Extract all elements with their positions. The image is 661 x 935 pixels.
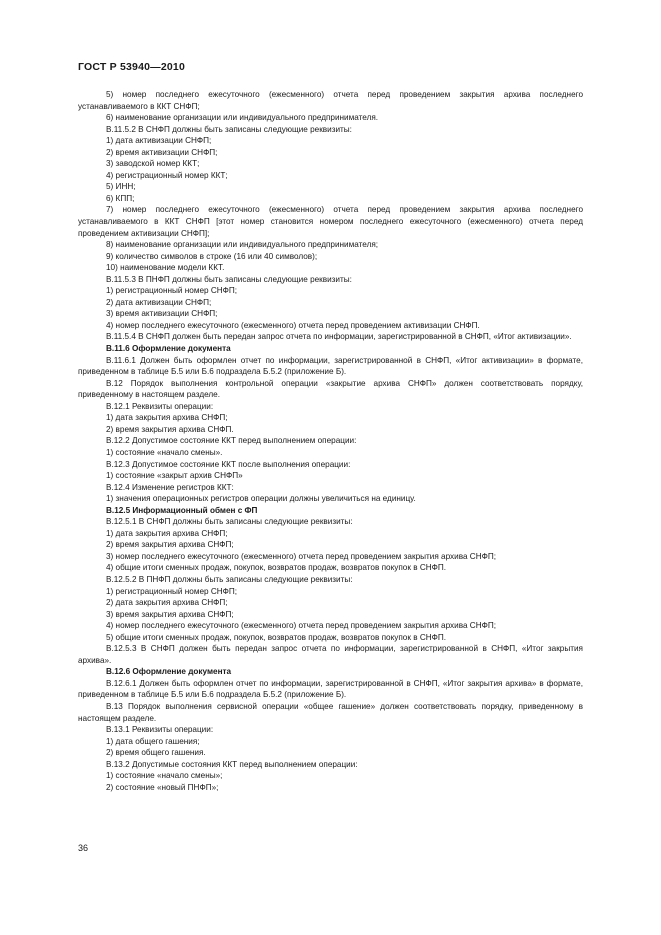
paragraph: В.12 Порядок выполнения контрольной операции «закрытие архива СНФП» должен соответствовать порядку, приведенному в настоящем разделе. [78, 378, 583, 400]
paragraph: В.12.6.1 Должен быть оформлен отчет по информации, зарегистрированной в СНФП, «Итог закрытия архива» в формате, приведенном в таблице Б.5 или Б.6 подраздела Б.5.2 (приложение Б). [78, 678, 583, 700]
paragraph: 4) номер последнего ежесуточного (ежесменного) отчета перед проведением активизации СНФП. [106, 320, 480, 330]
paragraph: 2) время активизации СНФП; [106, 147, 218, 157]
paragraph: 10) наименование модели ККТ. [106, 263, 225, 273]
paragraph: 3) заводской номер ККТ; [106, 159, 200, 169]
paragraph: 4) номер последнего ежесуточного (ежесменного) отчета перед проведением закрытия архива СНФП; [106, 621, 497, 631]
page-number: 36 [78, 843, 89, 853]
paragraph: 2) время закрытия архива СНФП; [106, 540, 234, 550]
document-header: ГОСТ Р 53940—2010 [78, 61, 186, 73]
paragraph: В.11.5.4 В СНФП должен быть передан запрос отчета по информации, зарегистрированной в СНФП, «Итог активизации». [106, 332, 572, 342]
paragraph: 1) состояние «закрыт архив СНФП» [106, 471, 243, 481]
paragraph: В.12.3 Допустимое состояние ККТ после выполнения операции: [106, 459, 351, 469]
paragraph: В.11.5.3 В ПНФП должны быть записаны следующие реквизиты: [106, 274, 352, 284]
paragraph: В.12.5.3 В СНФП должен быть передан запрос отчета по информации, зарегистрированной в СНФП, «Итог закрытия архива». [78, 644, 583, 665]
section-heading: В.12.5 Информационный обмен с ФП [106, 505, 258, 515]
paragraph: В.12.2 Допустимое состояние ККТ перед выполнением операции: [106, 436, 357, 446]
paragraph: 1) дата закрытия архива СНФП; [106, 413, 228, 423]
paragraph: 6) наименование организации или индивидуального предпринимателя. [106, 113, 379, 123]
paragraph: В.13 Порядок выполнения сервисной операции «общее гашение» должен соответствовать порядку, приведенному в настоящем разделе. [78, 701, 583, 723]
paragraph: 9) количество символов в строке (16 или 40 символов); [106, 251, 318, 261]
paragraph: 3) время закрытия архива СНФП; [106, 609, 234, 619]
paragraph: 7) номер последнего ежесуточного (ежесменного) отчета перед проведением закрытия архива последнего устанавливаемого в ККТ СНФП [этот номер становится номером последнего ежесуточного (ежесменного) отчета перед проведением активизации СНФП]; [78, 205, 583, 238]
paragraph: 2) время закрытия архива СНФП. [106, 424, 234, 434]
paragraph: В.12.5.1 В СНФП должны быть записаны следующие реквизиты: [106, 517, 353, 527]
paragraph: В.13.1 Реквизиты операции: [106, 725, 214, 735]
paragraph: 1) дата активизации СНФП; [106, 136, 212, 146]
paragraph: В.12.5.2 В ПНФП должны быть записаны следующие реквизиты: [106, 574, 353, 584]
paragraph: В.12.4 Изменение регистров ККТ: [106, 482, 234, 492]
paragraph: 8) наименование организации или индивидуального предпринимателя; [106, 240, 379, 250]
paragraph: В.13.2 Допустимые состояния ККТ перед выполнением операции: [106, 759, 358, 769]
paragraph: 5) номер последнего ежесуточного (ежесменного) отчета перед проведением закрытия архива последнего устанавливаемого в ККТ СНФП; [78, 90, 583, 111]
paragraph: 4) общие итоги сменных продаж, покупок, возвратов продаж, возвратов покупок в СНФП. [106, 563, 447, 573]
paragraph: 6) КПП; [106, 193, 135, 203]
paragraph: 1) регистрационный номер СНФП; [106, 286, 238, 296]
paragraph: 1) регистрационный номер СНФП; [106, 586, 238, 596]
paragraph: В.11.5.2 В СНФП должны быть записаны следующие реквизиты: [106, 124, 352, 134]
paragraph: 2) дата закрытия архива СНФП; [106, 598, 228, 608]
paragraph: 1) дата закрытия архива СНФП; [106, 528, 228, 538]
paragraph: В.12.1 Реквизиты операции: [106, 401, 214, 411]
paragraph: 2) дата активизации СНФП; [106, 297, 212, 307]
paragraph: 1) состояние «начало смены». [106, 447, 223, 457]
paragraph: 4) регистрационный номер ККТ; [106, 170, 228, 180]
section-heading: В.12.6 Оформление документа [106, 667, 232, 677]
paragraph: 5) общие итоги сменных продаж, покупок, возвратов продаж, возвратов покупок в СНФП. [106, 632, 447, 642]
section-heading: В.11.6 Оформление документа [106, 344, 231, 354]
paragraph: 1) состояние «начало смены»; [106, 771, 223, 781]
paragraph: 3) номер последнего ежесуточного (ежесменного) отчета перед проведением закрытия архива СНФП; [106, 551, 497, 561]
paragraph: В.11.6.1 Должен быть оформлен отчет по информации, зарегистрированной в СНФП, «Итог активизации» в формате, приведенном в таблице Б.5 или Б.6 подраздела Б.5.2 (приложение Б). [78, 355, 583, 377]
paragraph: 5) ИНН; [106, 182, 136, 192]
paragraph: 1) значения операционных регистров операции должны увеличиться на единицу. [106, 494, 416, 504]
paragraph: 2) состояние «новый ПНФП»; [106, 782, 219, 792]
paragraph: 2) время общего гашения. [106, 748, 206, 758]
paragraph: 3) время активизации СНФП; [106, 309, 218, 319]
document-body [78, 89, 583, 793]
paragraph: 1) дата общего гашения; [106, 736, 200, 746]
